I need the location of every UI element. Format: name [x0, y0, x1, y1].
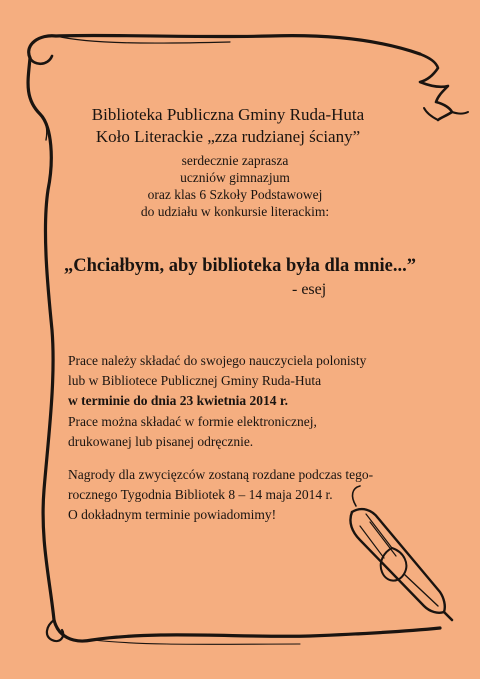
submission-line-1: Prace należy składać do swojego nauczyciela polonisty	[68, 353, 367, 368]
submission-line-2: lub w Bibliotece Publicznej Gminy Ruda-Huta	[68, 373, 322, 389]
awards-line-3: O dokładnym terminie powiadomimy!	[68, 507, 277, 523]
awards-paragraph	[68, 465, 398, 526]
invite-line-4: do udziału w konkursie literackim:	[140, 204, 330, 219]
submission-deadline: w terminie do dnia 23 kwietnia 2014 r.	[68, 393, 289, 409]
border-left	[28, 58, 54, 620]
contest-title: „Chciałbym, aby biblioteka była dla mnie...”	[63, 256, 417, 276]
invite-line-2: uczniów gimnazjum	[180, 170, 290, 185]
invitation-block	[120, 152, 350, 220]
awards-line-2: rocznego Tygodnia Bibliotek 8 – 14 maja 2014 r.	[68, 487, 333, 503]
organizer-header	[58, 104, 398, 148]
border-bottom	[54, 620, 440, 641]
contest-subtitle: - esej	[292, 281, 327, 298]
submission-paragraph	[68, 351, 398, 452]
invite-line-3: oraz klas 6 Szkoły Podstawowej	[147, 187, 323, 202]
submission-line-5: drukowanej lub pisanej odręcznie.	[68, 433, 254, 449]
submission-line-4: Prace można składać w formie elektronicznej,	[68, 413, 317, 429]
awards-line-1: Nagrody dla zwycięzców zostaną rozdane podczas tego-	[68, 467, 374, 482]
organizer-club-name: Koło Literackie „zza rudzianej ściany”	[95, 127, 361, 146]
organizer-library-name: Biblioteka Publiczna Gminy Ruda-Huta	[91, 105, 365, 124]
border-top	[29, 35, 420, 58]
invite-line-1: serdecznie zaprasza	[181, 153, 289, 168]
